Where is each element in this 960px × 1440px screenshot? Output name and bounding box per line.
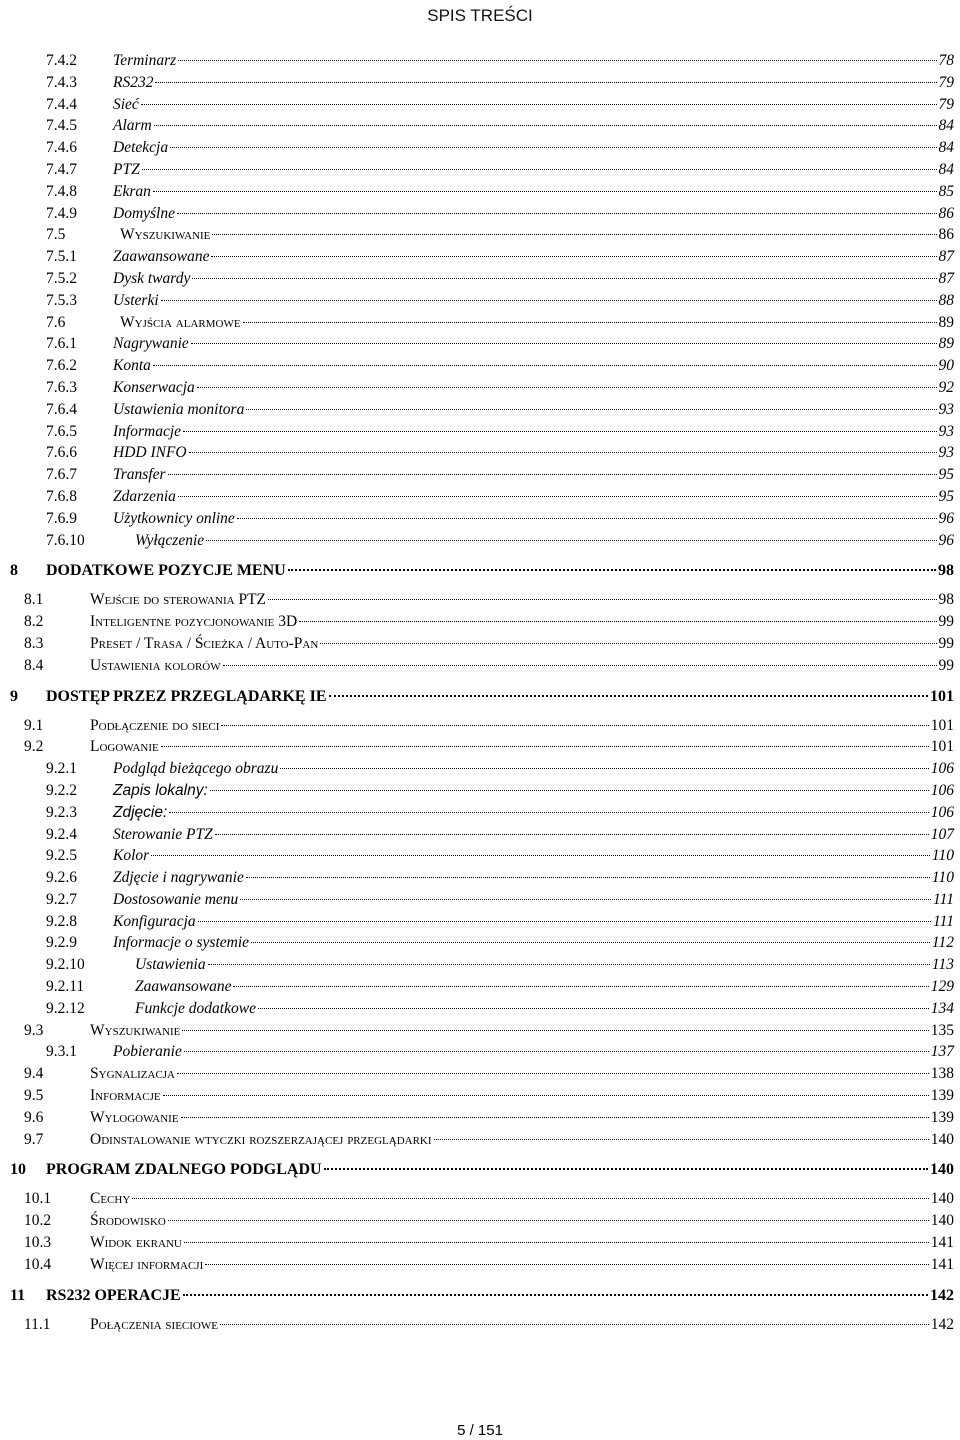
toc-entry-page: 141	[930, 1234, 954, 1252]
dot-leader	[208, 964, 930, 965]
toc-entry-page: 89	[938, 335, 954, 353]
toc-entry-page: 96	[938, 531, 954, 549]
toc-entry-title: Zdarzenia	[113, 487, 176, 505]
toc-entry-number: 8.3	[24, 634, 44, 652]
table-of-contents	[0, 50, 960, 1335]
toc-entry-title: Podgląd bieżącego obrazu	[113, 760, 279, 778]
dot-leader	[237, 518, 937, 519]
toc-entry-number: 10.1	[24, 1190, 52, 1208]
toc-entry-page: 138	[930, 1065, 954, 1083]
toc-entry-number: 9.3	[24, 1021, 44, 1039]
toc-entry-number: 7.5.1	[46, 248, 77, 266]
toc-entry[interactable]	[0, 203, 956, 225]
toc-entry-number: 10.2	[24, 1212, 52, 1230]
toc-entry-number: 9.2.9	[46, 934, 77, 952]
toc-entry-page: 106	[930, 781, 954, 799]
toc-entry-page: 84	[938, 160, 954, 178]
toc-entry-page: 141	[930, 1255, 954, 1273]
toc-entry-page: 112	[931, 934, 954, 952]
toc-entry-number: 9.2.3	[46, 803, 77, 821]
toc-entry-number: 8	[10, 562, 18, 580]
toc-entry[interactable]	[0, 290, 956, 312]
toc-entry-title: Preset / Trasa / Ścieżka / Auto-Pan	[90, 634, 319, 652]
toc-entry-title: Dysk twardy	[113, 269, 191, 287]
toc-entry[interactable]	[0, 736, 956, 758]
toc-entry-page: 106	[930, 760, 954, 778]
toc-entry[interactable]	[0, 181, 956, 203]
toc-entry-number: 9.2.12	[46, 999, 85, 1017]
toc-entry[interactable]	[0, 1284, 956, 1308]
toc-entry-number: 9.5	[24, 1087, 44, 1105]
toc-entry-number: 9.1	[24, 716, 44, 734]
dot-leader	[198, 921, 931, 922]
toc-entry-number: 8.1	[24, 591, 44, 609]
toc-entry-page: 140	[930, 1190, 954, 1208]
toc-entry[interactable]	[0, 1085, 956, 1107]
toc-entry-page: 142	[930, 1286, 954, 1304]
dot-leader	[151, 855, 930, 856]
toc-entry-title: Ekran	[113, 182, 151, 200]
toc-entry-page: 98	[938, 591, 954, 609]
dot-leader	[178, 496, 937, 497]
toc-entry[interactable]	[0, 246, 956, 268]
toc-entry[interactable]	[0, 94, 956, 116]
toc-entry-number: 7.4.8	[46, 182, 77, 200]
dot-leader	[329, 695, 929, 697]
toc-entry-number: 7.6.8	[46, 487, 77, 505]
toc-entry[interactable]	[0, 530, 956, 552]
toc-entry[interactable]	[0, 268, 956, 290]
dot-leader	[205, 1264, 929, 1265]
toc-entry-number: 7.4.2	[46, 52, 77, 69]
dot-leader	[221, 725, 928, 726]
toc-entry-title: Domyślne	[113, 204, 175, 222]
toc-entry-page: 99	[938, 613, 954, 631]
toc-entry-title: Środowisko	[90, 1212, 166, 1230]
toc-entry-title: Zapis lokalny:	[113, 781, 208, 799]
toc-entry-number: 9.2.6	[46, 869, 77, 887]
toc-entry-title: Nagrywanie	[113, 335, 189, 353]
toc-entry-page: 101	[930, 738, 954, 756]
toc-entry-page: 93	[938, 400, 954, 418]
dot-leader	[212, 234, 936, 235]
toc-entry-number: 7.4.5	[46, 117, 77, 135]
toc-entry-title: Podłączenie do sieci	[90, 716, 220, 734]
toc-entry-page: 93	[938, 422, 954, 440]
dot-leader	[155, 82, 936, 83]
toc-entry[interactable]	[0, 377, 956, 399]
toc-entry-page: 135	[930, 1021, 954, 1039]
toc-entry-page: 79	[938, 95, 954, 113]
dot-leader	[177, 213, 937, 214]
toc-entry[interactable]	[0, 911, 956, 933]
toc-entry[interactable]	[0, 1188, 956, 1210]
toc-entry-number: 9.2.8	[46, 912, 77, 930]
dot-leader	[434, 1139, 929, 1140]
dot-leader	[132, 1198, 928, 1199]
toc-entry[interactable]	[0, 845, 956, 867]
toc-entry-number: 7.6.7	[46, 466, 77, 484]
dot-leader	[246, 409, 936, 410]
toc-entry[interactable]	[0, 1232, 956, 1254]
dot-leader	[181, 1117, 929, 1118]
dot-leader	[142, 169, 937, 170]
toc-entry-page: 93	[938, 444, 954, 462]
toc-entry-title: Konserwacja	[113, 378, 195, 396]
toc-entry-page: 96	[938, 509, 954, 527]
toc-entry-page: 101	[930, 687, 954, 705]
dot-leader	[220, 1324, 929, 1325]
toc-entry[interactable]	[0, 715, 956, 737]
toc-entry-page: 84	[938, 139, 954, 157]
toc-entry-number: 7.5.3	[46, 291, 77, 309]
toc-entry-page: 79	[938, 73, 954, 91]
toc-entry-number: 11.1	[24, 1315, 51, 1333]
toc-entry[interactable]	[0, 1129, 956, 1151]
toc-entry-number: 7.6.10	[46, 531, 85, 549]
toc-entry-number: 9.6	[24, 1108, 44, 1126]
toc-entry-number: 7.4.6	[46, 139, 77, 157]
toc-entry-title: Ustawienia kolorów	[90, 656, 221, 674]
toc-entry-title: Sterowanie PTZ	[113, 825, 213, 843]
toc-entry-number: 9.2.4	[46, 825, 77, 843]
toc-entry-title: RS232	[113, 73, 154, 91]
toc-entry-page: 87	[938, 269, 954, 287]
toc-entry[interactable]	[0, 159, 956, 181]
dot-leader	[240, 899, 931, 900]
page-header: SPIS TREŚCI	[427, 6, 533, 25]
dot-leader	[184, 1051, 929, 1052]
dot-leader	[299, 621, 936, 622]
toc-entry-title: Konfiguracja	[113, 912, 196, 930]
dot-leader	[161, 746, 929, 747]
dot-leader	[192, 278, 936, 279]
toc-entry-title: Ustawienia	[135, 956, 206, 974]
toc-entry-number: 11	[10, 1286, 26, 1304]
toc-entry-number: 10	[10, 1161, 26, 1179]
toc-entry-number: 8.2	[24, 613, 44, 631]
toc-entry-number: 7.4.9	[46, 204, 77, 222]
toc-entry-page: 84	[938, 117, 954, 135]
toc-entry-page: 87	[938, 248, 954, 266]
toc-entry[interactable]	[0, 932, 956, 954]
toc-entry-page: 95	[938, 487, 954, 505]
dot-leader	[184, 1242, 929, 1243]
dot-leader	[154, 125, 937, 126]
dot-leader	[320, 643, 936, 644]
toc-entry[interactable]	[0, 1020, 956, 1042]
toc-entry-number: 9.3.1	[46, 1043, 77, 1061]
toc-entry[interactable]	[0, 486, 956, 508]
toc-entry[interactable]	[0, 1063, 956, 1085]
dot-leader	[223, 665, 937, 666]
toc-entry[interactable]	[0, 655, 956, 677]
dot-leader	[288, 569, 936, 571]
dot-leader	[161, 300, 937, 301]
toc-entry-page: 110	[931, 847, 954, 865]
toc-entry-number: 9.2.7	[46, 890, 77, 908]
toc-entry-title: Wyłączenie	[135, 531, 205, 549]
toc-entry-number: 7.6.3	[46, 378, 77, 396]
toc-entry-page: 107	[930, 825, 954, 843]
dot-leader	[183, 1294, 928, 1296]
dot-leader	[268, 599, 936, 600]
toc-entry-page: 98	[938, 562, 954, 580]
toc-entry-page: 110	[931, 869, 954, 887]
dot-leader	[168, 1220, 929, 1221]
toc-entry[interactable]	[0, 589, 956, 611]
toc-entry[interactable]	[0, 867, 956, 889]
toc-entry[interactable]	[0, 976, 956, 998]
dot-leader	[170, 147, 936, 148]
dot-leader	[153, 365, 937, 366]
toc-entry-number: 7.4.7	[46, 160, 77, 178]
toc-entry-page: 78	[938, 52, 954, 69]
dot-leader	[182, 1030, 928, 1031]
dot-leader	[211, 256, 936, 257]
toc-entry-number: 10.3	[24, 1234, 52, 1252]
toc-entry-page: 140	[930, 1130, 954, 1148]
toc-entry-title: Połączenia sieciowe	[90, 1315, 218, 1333]
toc-entry-title: Dostosowanie menu	[113, 890, 239, 908]
toc-entry-page: 106	[930, 803, 954, 821]
toc-entry-page: 88	[938, 291, 954, 309]
dot-leader	[163, 1095, 929, 1096]
toc-entry-title: Zdjęcie i nagrywanie	[113, 869, 244, 887]
toc-entry-title: PROGRAM ZDALNEGO PODGLĄDU	[46, 1161, 322, 1179]
toc-entry-title: Usterki	[113, 291, 159, 309]
toc-entry[interactable]	[0, 421, 956, 443]
toc-entry-page: 101	[930, 716, 954, 734]
toc-entry-title: Sieć	[113, 95, 139, 113]
toc-entry-title: Wylogowanie	[90, 1108, 179, 1126]
toc-entry[interactable]	[0, 355, 956, 377]
toc-entry-page: 142	[930, 1315, 954, 1333]
toc-entry[interactable]	[0, 633, 956, 655]
toc-entry-title: Transfer	[113, 466, 166, 484]
dot-leader	[206, 540, 936, 541]
toc-entry-number: 9.2	[24, 738, 44, 756]
toc-entry[interactable]	[0, 72, 956, 94]
toc-entry-title: Informacje	[113, 422, 182, 440]
toc-entry[interactable]	[0, 1041, 956, 1063]
toc-entry-page: 95	[938, 466, 954, 484]
dot-leader	[246, 877, 930, 878]
toc-entry-page: 86	[938, 204, 954, 222]
toc-entry[interactable]	[0, 1254, 956, 1276]
page-number: 5 / 151	[457, 1422, 503, 1439]
toc-entry[interactable]	[0, 1314, 956, 1336]
toc-entry[interactable]	[0, 758, 956, 780]
toc-entry-title: Alarm	[113, 117, 152, 135]
toc-entry-title: Wyszukiwanie	[120, 226, 211, 244]
toc-entry-page: 90	[938, 357, 954, 375]
toc-entry-number: 9.2.5	[46, 847, 77, 865]
dot-leader	[197, 387, 937, 388]
toc-entry-title: Funkcje dodatkowe	[135, 999, 256, 1017]
toc-entry-page: 140	[930, 1161, 954, 1179]
toc-entry[interactable]	[0, 50, 956, 72]
toc-entry-title: Sygnalizacja	[90, 1065, 176, 1083]
dot-leader	[215, 834, 929, 835]
toc-entry-title: HDD INFO	[113, 444, 187, 462]
toc-entry-number: 7.6	[46, 313, 66, 331]
toc-entry-title: Pobieranie	[113, 1043, 182, 1061]
toc-entry-page: 86	[938, 226, 954, 244]
toc-entry-number: 7.4.3	[46, 73, 77, 91]
toc-entry-title: Detekcja	[113, 139, 169, 157]
toc-entry[interactable]	[0, 137, 956, 159]
toc-entry-title: Inteligentne pozycjonowanie 3D	[90, 613, 298, 631]
toc-entry-page: 99	[938, 634, 954, 652]
toc-entry-page: 92	[938, 378, 954, 396]
toc-entry[interactable]	[0, 1158, 956, 1182]
dot-leader	[153, 191, 937, 192]
toc-entry[interactable]	[0, 1107, 956, 1129]
toc-entry[interactable]	[0, 559, 956, 583]
toc-entry-title: Użytkownicy online	[113, 509, 235, 527]
toc-entry-title: DODATKOWE POZYCJE MENU	[46, 562, 286, 580]
toc-entry-page: 85	[938, 182, 954, 200]
toc-entry-number: 10.4	[24, 1255, 52, 1273]
toc-entry-number: 9	[10, 687, 18, 705]
toc-entry-number: 7.6.2	[46, 357, 77, 375]
toc-entry-number: 7.6.1	[46, 335, 77, 353]
toc-entry[interactable]	[0, 802, 956, 824]
toc-entry-page: 140	[930, 1212, 954, 1230]
toc-entry[interactable]	[0, 685, 956, 709]
toc-entry-page: 89	[938, 313, 954, 331]
dot-leader	[177, 1073, 929, 1074]
toc-entry-number: 9.2.10	[46, 956, 85, 974]
toc-entry-title: Informacje o systemie	[113, 934, 250, 952]
dot-leader	[169, 812, 928, 813]
toc-entry[interactable]	[0, 312, 956, 334]
toc-entry-title: Wyszukiwanie	[90, 1021, 181, 1039]
toc-entry-number: 9.4	[24, 1065, 44, 1083]
dot-leader	[141, 104, 937, 105]
toc-entry-title: DOSTĘP PRZEZ PRZEGLĄDARKĘ IE	[46, 687, 327, 705]
toc-entry-title: Zaawansowane	[135, 978, 232, 996]
toc-entry-title: Odinstalowanie wtyczki rozszerzającej przeglądarki	[90, 1130, 432, 1148]
toc-entry[interactable]	[0, 464, 956, 486]
toc-entry-page: 139	[930, 1087, 954, 1105]
toc-entry-title: Zaawansowane	[113, 248, 210, 266]
toc-entry-page: 111	[933, 890, 954, 908]
toc-entry[interactable]	[0, 998, 956, 1020]
toc-entry-number: 7.5	[46, 226, 66, 244]
toc-entry-title: RS232 OPERACJE	[46, 1286, 181, 1304]
toc-entry-title: Terminarz	[113, 52, 177, 69]
dot-leader	[210, 790, 929, 791]
toc-entry[interactable]	[0, 824, 956, 846]
toc-entry[interactable]	[0, 333, 956, 355]
dot-leader	[243, 322, 937, 323]
toc-entry-number: 9.2.1	[46, 760, 77, 778]
dot-leader	[233, 986, 928, 987]
toc-entry-title: Informacje	[90, 1087, 161, 1105]
toc-entry-title: Wyjścia alarmowe	[120, 313, 241, 331]
toc-entry-title: Wejście do sterowania PTZ	[90, 591, 267, 609]
toc-entry[interactable]	[0, 399, 956, 421]
toc-entry-title: Ustawienia monitora	[113, 400, 245, 418]
toc-entry-title: Więcej informacji	[90, 1255, 204, 1273]
toc-entry-page: 134	[930, 999, 954, 1017]
toc-entry-number: 9.7	[24, 1130, 44, 1148]
toc-entry-number: 9.2.11	[46, 978, 85, 996]
toc-entry-number: 7.6.4	[46, 400, 77, 418]
toc-entry-page: 137	[930, 1043, 954, 1061]
toc-entry-title: Zdjęcie:	[113, 803, 168, 821]
dot-leader	[191, 343, 937, 344]
toc-entry[interactable]	[0, 1210, 956, 1232]
toc-entry-title: Cechy	[90, 1190, 131, 1208]
toc-entry-number: 9.2.2	[46, 781, 77, 799]
toc-entry-page: 113	[931, 956, 954, 974]
toc-entry-page: 129	[930, 978, 954, 996]
toc-entry-number: 7.5.2	[46, 269, 77, 287]
toc-entry[interactable]	[0, 224, 956, 246]
toc-entry-number: 7.6.9	[46, 509, 77, 527]
toc-entry-title: Logowanie	[90, 738, 159, 756]
dot-leader	[178, 60, 936, 61]
toc-entry[interactable]	[0, 508, 956, 530]
dot-leader	[280, 768, 928, 769]
toc-entry-number: 7.6.5	[46, 422, 77, 440]
toc-entry-page: 99	[938, 656, 954, 674]
toc-entry[interactable]	[0, 954, 956, 976]
toc-entry[interactable]	[0, 611, 956, 633]
dot-leader	[189, 452, 937, 453]
toc-entry-title: Konta	[113, 357, 151, 375]
toc-entry-title: Widok ekranu	[90, 1234, 182, 1252]
toc-entry-number: 8.4	[24, 656, 44, 674]
toc-entry-number: 7.6.6	[46, 444, 77, 462]
toc-entry-title: Kolor	[113, 847, 150, 865]
toc-entry[interactable]	[0, 889, 956, 911]
dot-leader	[324, 1168, 928, 1170]
toc-entry[interactable]	[0, 442, 956, 464]
toc-entry-title: PTZ	[113, 160, 140, 178]
dot-leader	[168, 474, 937, 475]
toc-entry[interactable]	[0, 115, 956, 137]
toc-entry-number: 7.4.4	[46, 95, 77, 113]
dot-leader	[251, 942, 930, 943]
toc-entry[interactable]	[0, 780, 956, 802]
dot-leader	[183, 431, 936, 432]
dot-leader	[258, 1008, 929, 1009]
toc-entry-page: 111	[933, 912, 954, 930]
toc-entry-page: 139	[930, 1108, 954, 1126]
